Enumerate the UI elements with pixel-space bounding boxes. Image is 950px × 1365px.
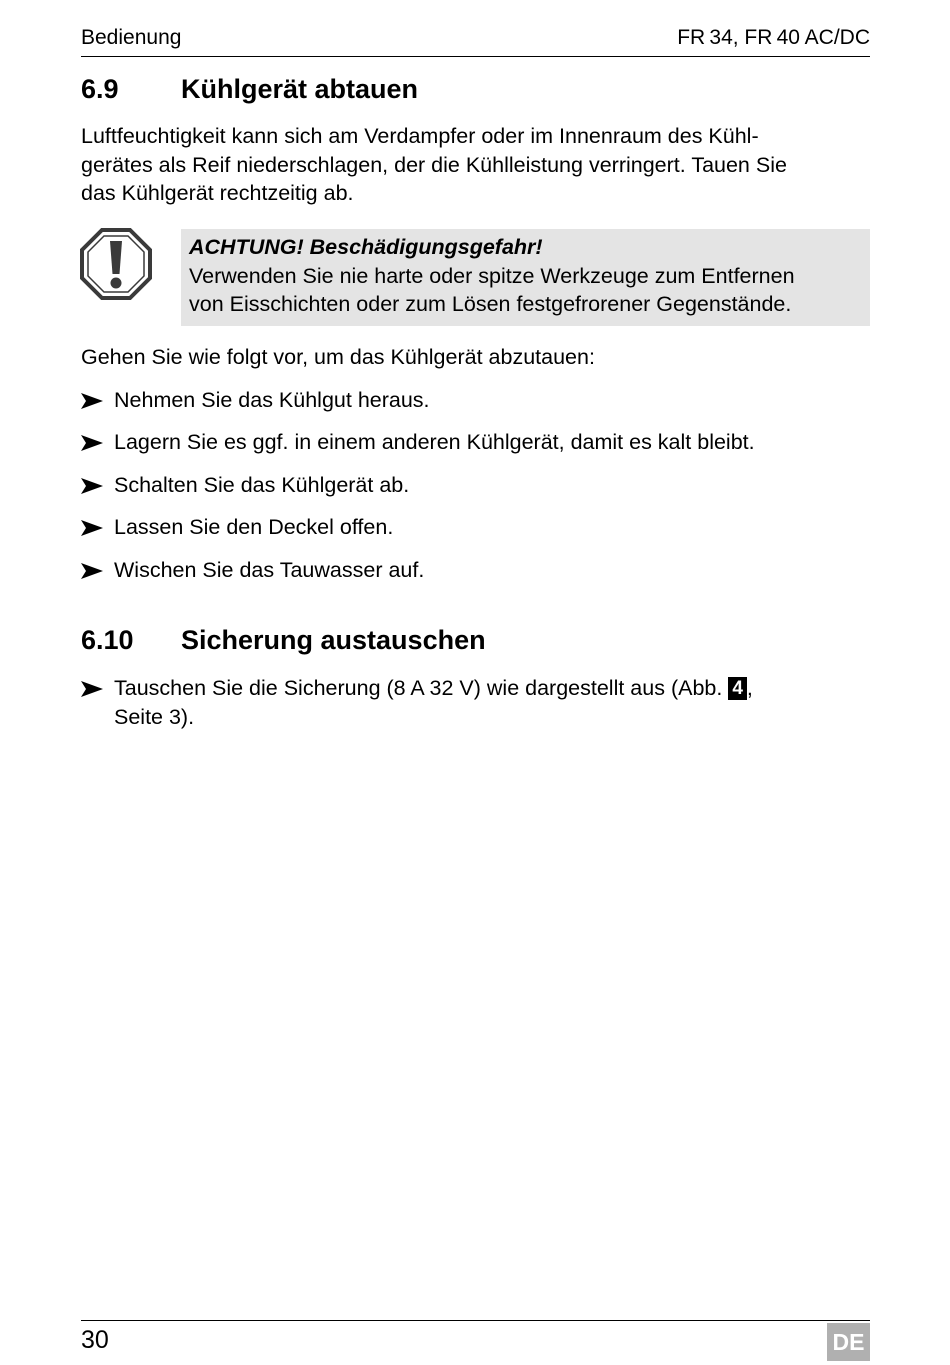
intro-paragraph (81, 122, 871, 208)
figure-reference-badge: 4 (728, 677, 747, 700)
intro-line: gerätes als Reif niederschlagen, der die Kühlleistung verringert. Tauen Sie (81, 152, 787, 177)
header-model-label: FR 34, FR 40 AC/DC (677, 26, 870, 49)
list-item (81, 386, 871, 415)
list-item (81, 471, 871, 500)
footer-rule (81, 1320, 870, 1321)
intro-line: Luftfeuchtigkeit kann sich am Verdampfer oder im Innenraum des Kühl- (81, 124, 759, 148)
warning-line: von Eisschichten oder zum Lösen festgefrorener Gegenstände. (189, 292, 792, 316)
section-number: 6.9 (81, 74, 119, 104)
section-number: 6.10 (81, 625, 134, 655)
running-header (81, 26, 870, 57)
intro-line: das Kühlgerät rechtzeitig ab. (81, 181, 354, 205)
warning-title: ACHTUNG! Beschädigungsgefahr! (189, 235, 543, 259)
step-text: Nehmen Sie das Kühlgut heraus. (114, 388, 430, 412)
step-text: Schalten Sie das Kühlgerät ab. (114, 473, 410, 497)
steps-intro: Gehen Sie wie folgt vor, um das Kühlgerät abzutauen: (81, 345, 595, 369)
warning-box (181, 229, 870, 326)
step-text: Lagern Sie es ggf. in einem anderen Kühlgerät, damit es kalt bleibt. (114, 430, 755, 454)
list-item (81, 674, 871, 731)
exclamation-octagon-icon (80, 228, 152, 300)
language-badge: DE (827, 1323, 870, 1361)
list-item (81, 556, 871, 585)
step-text-part: Tauschen Sie die Sicherung (8 A 32 V) wie dargestellt aus (Abb. (114, 676, 729, 700)
list-item (81, 513, 871, 542)
section-title: Kühlgerät abtauen (181, 74, 419, 104)
step-text (114, 674, 871, 731)
page-number: 30 (81, 1326, 109, 1354)
step-text-part: , (746, 676, 753, 700)
section-title: Sicherung austauschen (181, 625, 486, 655)
list-item (81, 428, 871, 457)
step-text-part: Seite 3). (114, 704, 195, 729)
step-text: Wischen Sie das Tauwasser auf. (114, 558, 425, 582)
header-section-label: Bedienung (81, 26, 182, 49)
step-text: Lassen Sie den Deckel offen. (114, 515, 394, 539)
warning-line: Verwenden Sie nie harte oder spitze Werkzeuge zum Entfernen (189, 263, 795, 288)
